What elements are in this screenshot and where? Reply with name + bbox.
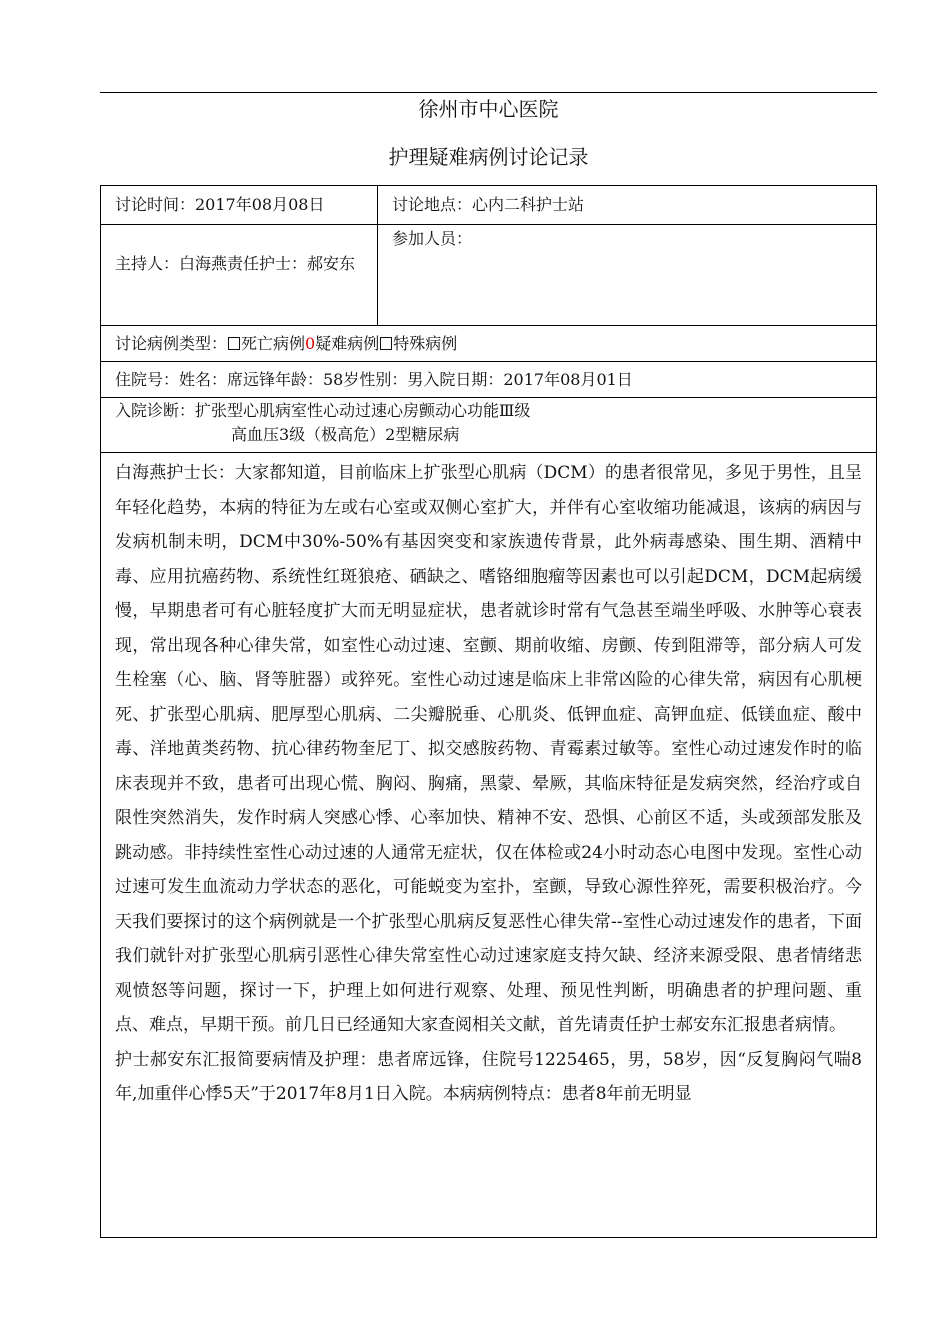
case-type-label: 讨论病例类型： [115,334,228,353]
host: 主持人：白海燕责任护士：郝安东 [101,225,378,325]
checkbox-icon [228,337,240,350]
time-place-row [101,186,876,225]
case-type-option-death: 死亡病例 [241,334,306,353]
discussion-record-table [100,185,877,1238]
diagnosis-line-2: 高血压3级（极高危）2型糖尿病 [231,425,460,444]
discussion-body [101,453,876,1237]
patient-info-row: 住院号：姓名：席远锋年龄：58岁性别：男入院日期：2017年08月01日 [101,362,876,398]
discussion-time: 讨论时间：2017年08月08日 [101,186,378,224]
participants: 参加人员： [392,229,473,248]
discussion-body-row [101,453,876,1237]
host-participants-row [101,225,876,326]
discussion-place: 讨论地点：心内二科护士站 [392,195,585,214]
discussion-paragraph-nurse-report: 护士郝安东汇报简要病情及护理：患者席远锋，住院号1225465，男，58岁，因“反复胸闷气喘8年,加重伴心悸5天”于2017年8月1日入院。本病病例特点：患者8年前无明显 [115,1049,862,1104]
case-type-row [101,326,876,362]
checkbox-icon [380,337,392,350]
case-type-option-special: 特殊病例 [393,334,458,353]
case-type-option-difficult: 疑难病例 [315,334,380,353]
document-title: 护理疑难病例讨论记录 [388,145,589,169]
discussion-paragraph-head-nurse: 白海燕护士长：大家都知道，目前临床上扩张型心肌病（DCM）的患者很常见，多见于男性，且呈年轻化趋势，本病的特征为左或右心室或双侧心室扩大，并伴有心室收缩功能减退，该病的病因与发病机制未明，DCM中30%-50%有基因突变和家族遗传背景，此外病毒感染、围生期、酒精中毒、应用抗癌药物、系统性红斑狼疮、硒缺之、嗜铬细胞瘤等因素也可以引起DCM，DCM起病缓慢，早期患者可有心脏轻度扩大而无明显症状，患者就诊时常有气急甚至端坐呼吸、水肿等心衰表现，常出现各种心律失常，如室性心动过速、室颤、期前收缩、房颤、传到阻滞等，部分病人可发生栓塞（心、脑、肾等脏器）或猝死。室性心动过速是临床上非常凶险的心律失常，病因有心肌梗死、扩张型心肌病、肥厚型心肌病、二尖瓣脱垂、心肌炎、低钾血症、高钾血症、低镁血症、酸中毒、洋地黄类药物、抗心律药物奎尼丁、拟交感胺药物、青霉素过敏等。室性心动过速发作时的临床表现并不致，患者可出现心慌、胸闷、胸痛，黑蒙、晕厥，其临床特征是发病突然，经治疗或自限性突然消失，发作时病人突感心悸、心率加快、精神不安、恐惧、心前区不适，头或颈部发胀及跳动感。非持续性室性心动过速的人通常无症状，仅在体检或24小时动态心电图中发现。室性心动过速可发生血流动力学状态的恶化，可能蜕变为室扑，室颤，导致心源性猝死，需要积极治疗。今天我们要探讨的这个病例就是一个扩张型心肌病反复恶性心律失常--室性心动过速发作的患者，下面我们就针对扩张型心肌病引恶性心律失常室性心动过速家庭支持欠缺、经济来源受限、患者情绪悲观愤怒等问题，探讨一下，护理上如何进行观察、处理、预见性判断，明确患者的护理问题、重点、难点，早期干预。前几日已经通知大家查阅相关文献，首先请责任护士郝安东汇报患者病情。 [115,463,862,1035]
diagnosis-row [101,398,876,453]
header-rule [100,92,877,93]
diagnosis-line-1: 入院诊断：扩张型心肌病室性心动过速心房颤动心功能Ⅲ级 [115,401,531,420]
hospital-name: 徐州市中心医院 [418,97,559,121]
case-type-selected-mark: 0 [305,334,316,353]
